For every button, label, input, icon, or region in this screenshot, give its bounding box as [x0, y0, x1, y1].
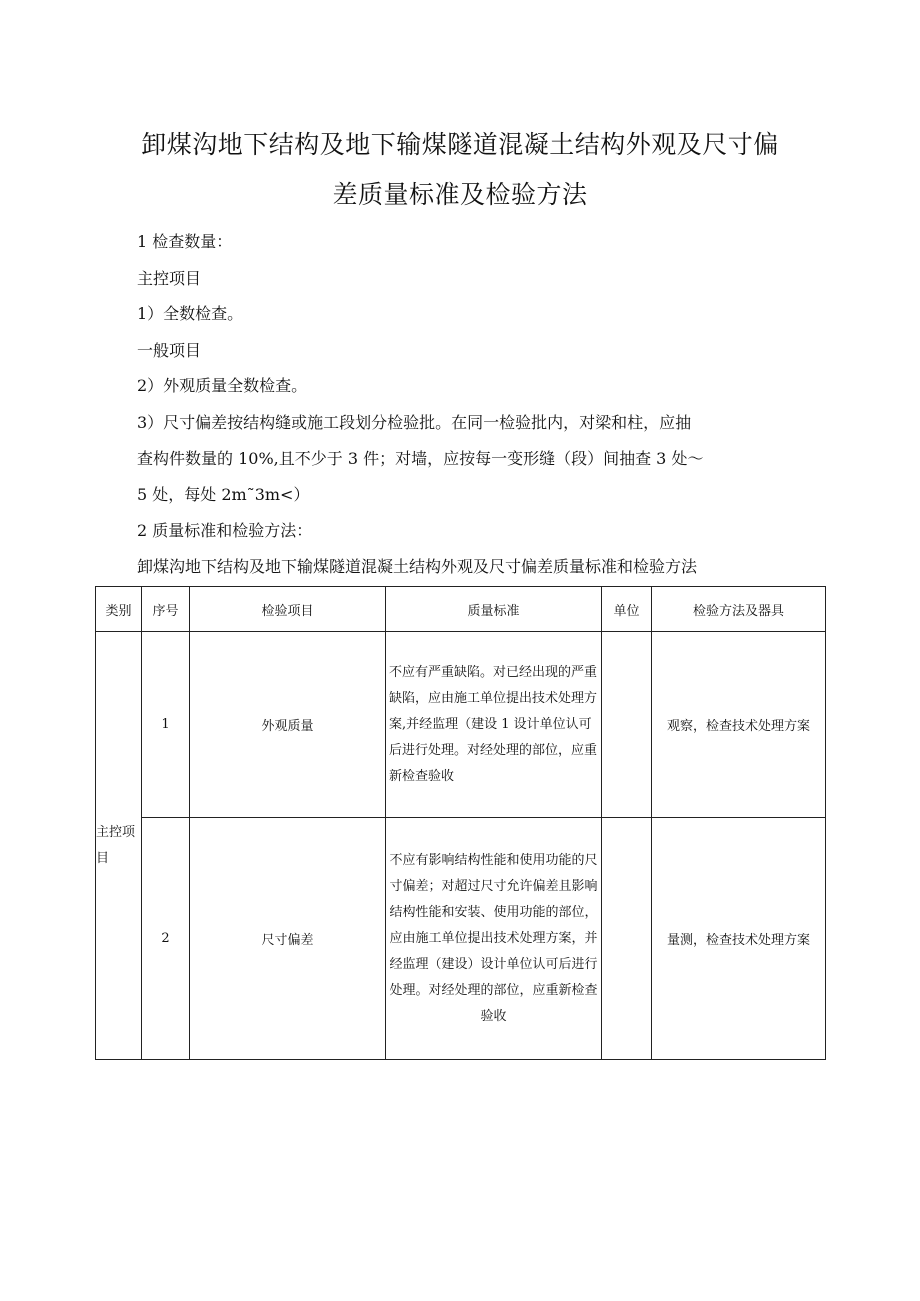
row-quality-standard: 不应有严重缺陷。对已经出现的严重缺陷，应由施工单位提出技术处理方案,并经监理（建设 1 设计单位认可后进行处理。对经处理的部位，应重新检查验收 [386, 632, 602, 818]
paragraph-size-deviation-line-2: 查构件数量的 10%,且不少于 3 件；对墙，应按每一变形缝（段）间抽查 3 处～ [137, 449, 704, 468]
row-number: 1 [142, 632, 190, 818]
row-unit [602, 818, 652, 1060]
header-category: 类别 [96, 587, 142, 632]
category-cell: 主控项目 [96, 632, 142, 1060]
document-title-line-1: 卸煤沟地下结构及地下输煤隧道混凝土结构外观及尺寸偏 [141, 130, 779, 159]
paragraph-appearance-inspection: 2）外观质量全数检查。 [137, 376, 308, 395]
header-inspection-item: 检验项目 [190, 587, 386, 632]
table-caption: 卸煤沟地下结构及地下输煤隧道混凝土结构外观及尺寸偏差质量标准和检验方法 [137, 557, 698, 576]
header-quality-standard: 质量标准 [386, 587, 602, 632]
row-inspection-item: 外观质量 [190, 632, 386, 818]
paragraph-general-items: 一般项目 [137, 341, 202, 360]
header-unit: 单位 [602, 587, 652, 632]
paragraph-inspection-quantity: 1 检查数量： [137, 232, 233, 251]
row-inspection-item: 尺寸偏差 [190, 818, 386, 1060]
row-inspection-method: 观察，检查技术处理方案 [652, 632, 826, 818]
paragraph-main-items: 主控项目 [137, 269, 202, 288]
quality-standard-table [95, 586, 826, 1060]
paragraph-size-deviation-line-1: 3）尺寸偏差按结构缝或施工段划分检验批。在同一检验批内，对梁和柱，应抽 [137, 413, 692, 432]
document-title-line-2: 差质量标准及检验方法 [332, 180, 588, 209]
row-inspection-method: 量测，检查技术处理方案 [652, 818, 826, 1060]
row-number: 2 [142, 818, 190, 1060]
row-unit [602, 632, 652, 818]
header-number: 序号 [142, 587, 190, 632]
row-quality-standard: 不应有影响结构性能和使用功能的尺寸偏差；对超过尺寸允许偏差且影响结构性能和安装、使用功能的部位，应由施工单位提出技术处理方案，并经监理（建设）设计单位认可后进行处理。对经处理的部位，应重新检查验收 [386, 818, 602, 1060]
paragraph-quality-standard: 2 质量标准和检验方法： [137, 521, 313, 540]
paragraph-full-inspection: 1）全数检查。 [137, 304, 244, 323]
paragraph-size-deviation-line-3: 5 处，每处 2m˜3m<） [137, 485, 310, 504]
header-inspection-method: 检验方法及器具 [652, 587, 826, 632]
table-row [96, 818, 826, 1060]
table-row [96, 632, 826, 818]
table-header-row [96, 587, 826, 632]
